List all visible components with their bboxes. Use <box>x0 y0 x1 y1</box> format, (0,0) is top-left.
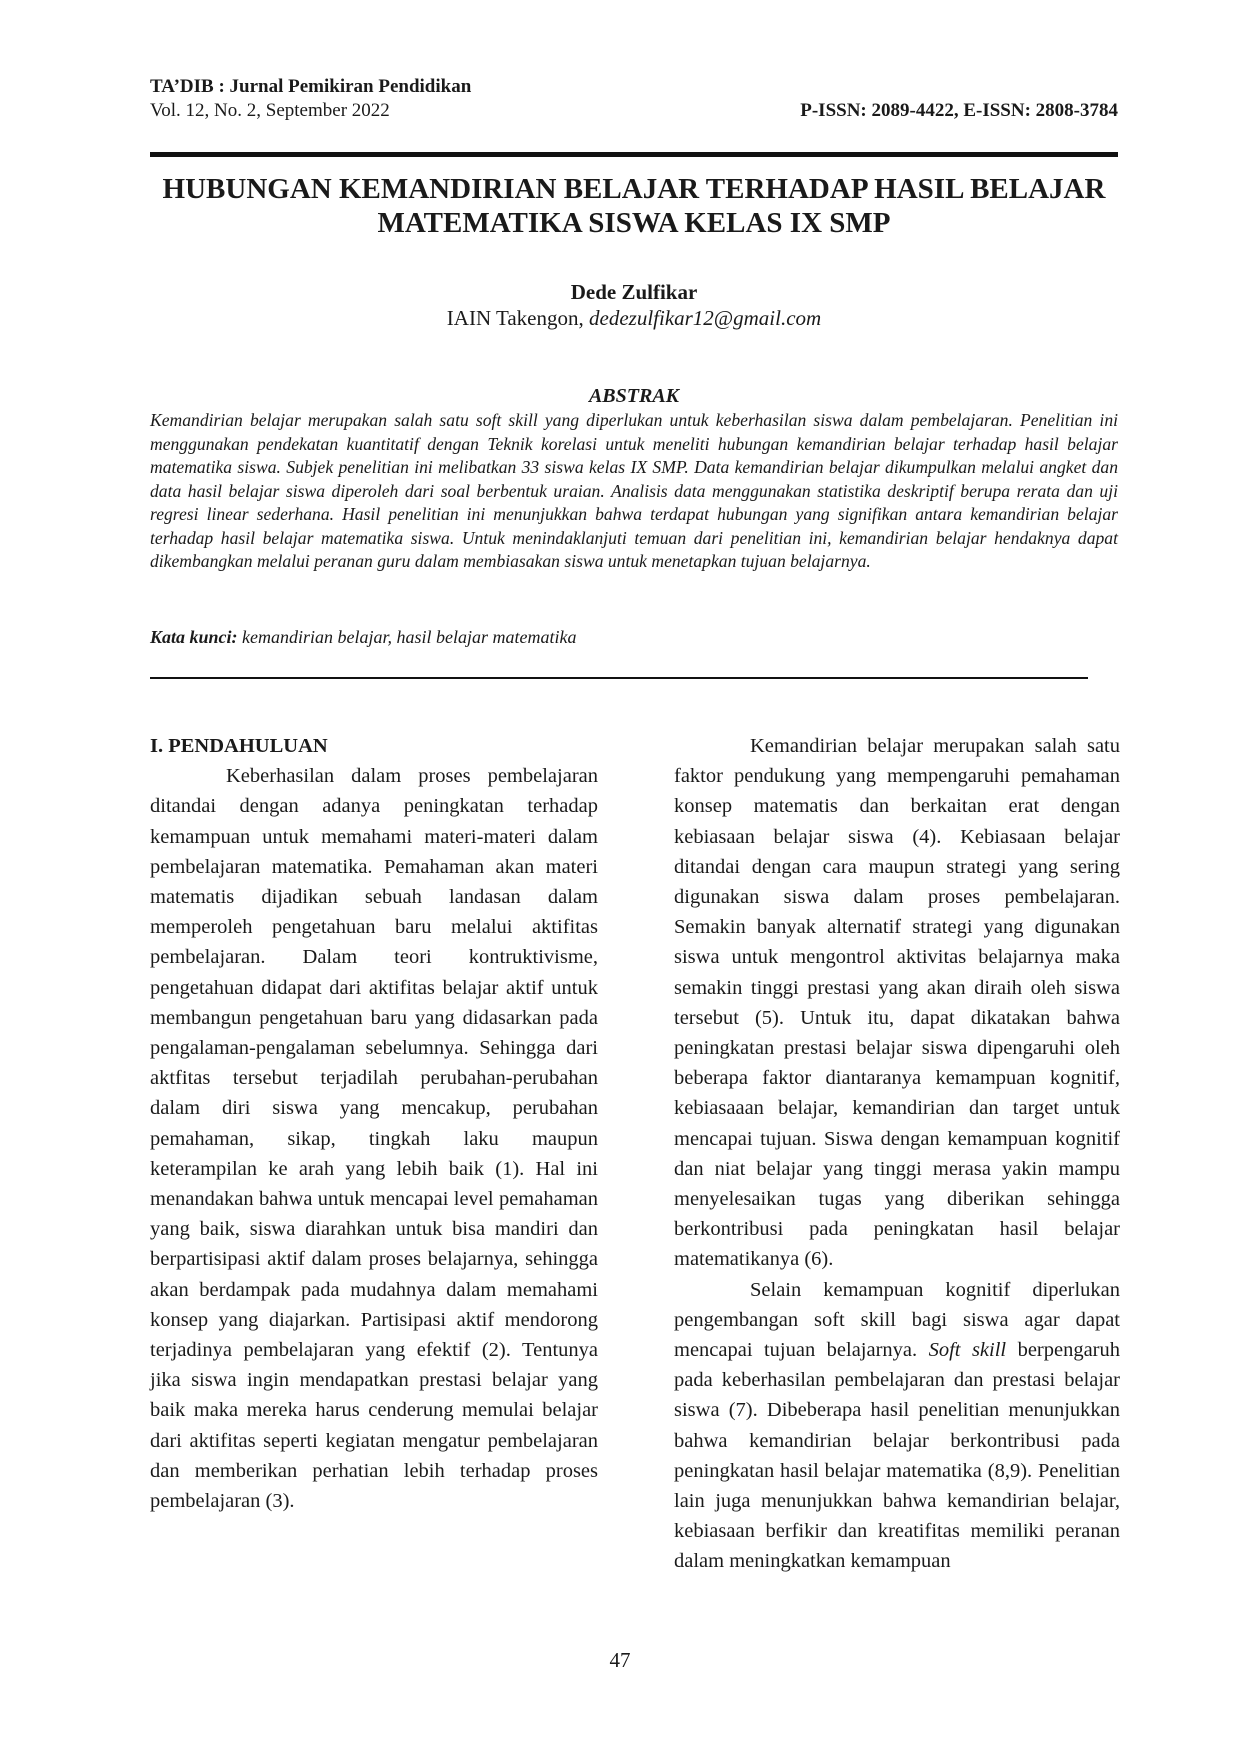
section-rule <box>150 677 1088 679</box>
section-heading: I. PENDAHULUAN <box>150 735 328 757</box>
abstract-heading: ABSTRAK <box>588 385 680 407</box>
paragraph-text: berpengaruh pada keberhasilan pembelajaran dan prestasi belajar siswa (7). Dibeberapa hasil penelitian menunjukkan bahwa kemandirian belajar berkontribusi pada peningkatan hasil belajar matematika (8,9). Penelitian lain juga menunjukkan bahwa kemandirian belajar, kebiasaan berfikir dan kreatifitas memiliki peranan dalam meningkatkan kemampuan <box>674 1339 1121 1573</box>
paper-title <box>150 172 1118 240</box>
header-rule <box>150 152 1118 157</box>
author-affiliation <box>150 306 1118 331</box>
keywords-value: kemandirian belajar, hasil belajar matematika <box>242 627 577 647</box>
page-number: 47 <box>609 1648 631 1672</box>
abstract-text: Kemandirian belajar merupakan salah satu soft skill yang diperlukan untuk keberhasilan siswa dalam pembelajaran. Penelitian ini menggunakan pendekatan kuantitatif dengan Teknik korelasi untuk meneliti hubungan kemandirian belajar terhadap hasil belajar matematika siswa. Subjek penelitian ini melibatkan 33 siswa kelas IX SMP. Data kemandirian belajar dikumpulkan melalui angket dan data hasil belajar siswa diperoleh dari soal berbentuk uraian. Analisis data menggunakan statistika deskriptif berupa rerata dan uji regresi linear sederhana. Hasil penelitian ini menunjukkan bahwa terdapat hubungan yang signifikan antara kemandirian belajar terhadap hasil belajar matematika siswa. Untuk menindaklanjuti temuan dari penelitian ini, kemandirian belajar hendaknya dapat dikembangkan melalui peranan guru dalam membiasakan siswa untuk menetapkan tujuan belajarnya. <box>150 410 1118 571</box>
keywords-label: Kata kunci: <box>150 627 238 647</box>
body-paragraph: Keberhasilan dalam proses pembelajaran ditandai dengan adanya peningkatan terhadap kemampuan untuk memahami materi-materi dalam pembelajaran matematika. Pemahaman akan materi matematis dijadikan sebuah landasan dalam memperoleh pengetahuan baru melalui aktifitas pembelajaran. Dalam teori kontruktivisme, pengetahuan didapat dari aktifitas belajar aktif untuk membangun pengetahuan baru yang didasarkan pada pengalaman-pengalaman sebelumnya. Sehingga dari aktfitas tersebut terjadilah perubahan-perubahan dalam diri siswa yang mencakup, perubahan pemahaman, sikap, tingkah laku maupun keterampilan ke arah yang lebih baik (1). Hal ini menandakan bahwa untuk mencapai level pemahaman yang baik, siswa diarahkan untuk bisa mandiri dan berpartisipasi aktif dalam proses belajarnya, sehingga akan berdampak pada mudahnya dalam memahami konsep yang diajarkan. Partisipasi aktif mendorong terjadinya pembelajaran yang efektif (2). Tentunya jika siswa ingin mendapatkan prestasi belajar yang baik maka mereka harus cenderung memulai belajar dari aktifitas seperti kegiatan mengatur pembelajaran dan memberikan perhatian lebih terhadap proses pembelajaran (3). <box>150 765 598 1513</box>
keywords <box>150 627 1118 648</box>
body-left-column <box>150 731 598 1516</box>
body-paragraph <box>674 1275 1120 1577</box>
journal-issn: P-ISSN: 2089-4422, E-ISSN: 2808-3784 <box>800 100 1118 121</box>
paper-title-line-1: HUBUNGAN KEMANDIRIAN BELAJAR TERHADAP HASIL BELAJAR <box>162 173 1106 205</box>
italic-term: Soft skill <box>928 1339 1007 1362</box>
paper-title-line-2: MATEMATIKA SISWA KELAS IX SMP <box>377 207 891 239</box>
author-institution: IAIN Takengon, <box>446 306 584 330</box>
journal-name: TA’DIB : Jurnal Pemikiran Pendidikan <box>150 76 472 97</box>
author-email: dedezulfikar12@gmail.com <box>589 306 822 330</box>
body-right-column <box>674 731 1120 1577</box>
author-name: Dede Zulfikar <box>570 280 698 304</box>
paragraph-text: Selain kemampuan kognitif diperlukan pengembangan soft skill bagi siswa agar dapat mencapai tujuan belajarnya. <box>674 1278 1120 1362</box>
journal-volume: Vol. 12, No. 2, September 2022 <box>150 100 390 121</box>
body-paragraph: Kemandirian belajar merupakan salah satu faktor pendukung yang mempengaruhi pemahaman konsep matematis dan berkaitan erat dengan kebiasaan belajar siswa (4). Kebiasaan belajar ditandai dengan cara maupun strategi yang sering digunakan siswa dalam proses pembelajaran. Semakin banyak alternatif strategi yang digunakan siswa untuk mengontrol aktivitas belajarnya maka semakin tinggi prestasi yang akan diraih oleh siswa tersebut (5). Untuk itu, dapat dikatakan bahwa peningkatan prestasi belajar siswa dipengaruhi oleh beberapa faktor diantaranya kemampuan kognitif, kebiasaaan belajar, kemandirian dan target untuk mencapai tujuan. Siswa dengan kemampuan kognitif dan niat belajar yang tinggi merasa yakin mampu menyelesaikan tugas yang diberikan sehingga berkontribusi pada peningkatan hasil belajar matematikanya (6). <box>674 735 1120 1271</box>
